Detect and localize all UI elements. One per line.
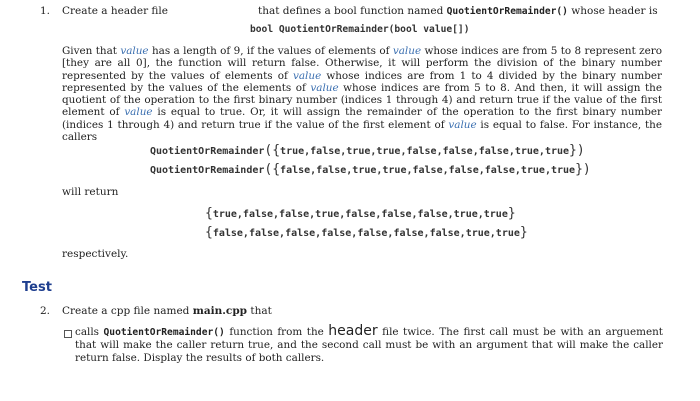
call-function-name: QuotientOrRemainder [150,146,265,157]
will-return-text: will return [62,186,119,198]
header-word: header [328,323,378,339]
result-values: false,false,false,false,false,false,false,true,true [212,228,520,239]
var-value: value [448,118,477,131]
result-values: true,false,false,true,false,false,false,true,true [212,209,508,220]
para-text: is equal to false. For instance, the callers [62,118,662,144]
item1-tail-post: whose header is [571,5,658,17]
subitem-text [75,325,663,364]
example-call-1: QuotientOrRemainder({true,false,true,true,false,false,false,true,true}) [150,143,585,158]
item2-text [62,305,272,317]
subitem-post: file twice. The first call must be with an arguement that will make the caller return true, and the second call must be with an argument that will make the caller return false. Display the results of both callers. [75,326,663,364]
call-args: true,false,true,true,false,false,false,true,true [280,146,570,157]
description-paragraph [62,45,662,143]
para-text: whose indices are from 1 to 4 divided by the binary number represented by the values of the elements of [62,69,662,94]
para-text: is equal to true. Or, it will assign the remainder of the operation to the first binary number (indices 1 through 4) and return true if the value of the first element of [62,106,663,131]
item1-lead-text: Create a header file [62,5,168,17]
para-text: Given that [62,45,117,57]
checkbox-bullet-icon [64,330,72,338]
filename: main.cpp [192,305,248,317]
para-text: has a length of 9, if the values of elements of [151,45,390,57]
section-heading-test: Test [22,280,52,295]
para-text: whose indices are from 5 to 8. And then, it will assign the quotient of the operation to the first binary number (indices 1 through 4) and return true if the value of the first element of [62,81,662,119]
result-2: {false,false,false,false,false,false,false,true,true} [205,225,528,240]
item1-tail-text [258,5,658,17]
var-value: value [124,106,153,119]
var-value: value [310,81,339,94]
para-text: whose indices are from 5 to 8 represent zero [they are all 0], the function will return false. Otherwise, it will perform the division of the binary number represented by the values of elements of [62,45,662,82]
var-value: value [292,69,322,82]
respectively-text: respectively. [62,248,129,260]
item-number-1: 1. [40,5,51,17]
example-call-2: QuotientOrRemainder({false,false,true,true,false,false,false,true,true}) [150,162,591,177]
var-value: value [120,45,149,57]
subitem-func: QuotientOrRemainder() [103,327,225,338]
function-name: QuotientOrRemainder() [446,6,568,17]
item1-tail-pre: that defines a bool function named [258,5,444,17]
item2-pre: Create a cpp file named [62,305,190,317]
subitem-pre: calls [75,326,99,338]
var-value: value [392,45,422,57]
item-number-2: 2. [40,305,51,317]
result-1: {true,false,false,true,false,false,false,true,true} [205,206,516,221]
subitem-mid: function from the [229,326,324,338]
item2-post: that [250,305,272,317]
call-function-name: QuotientOrRemainder [150,165,265,176]
call-args: false,false,true,true,false,false,false,true,true [280,165,576,176]
function-signature: bool QuotientOrRemainder(bool value[]) [250,24,470,35]
